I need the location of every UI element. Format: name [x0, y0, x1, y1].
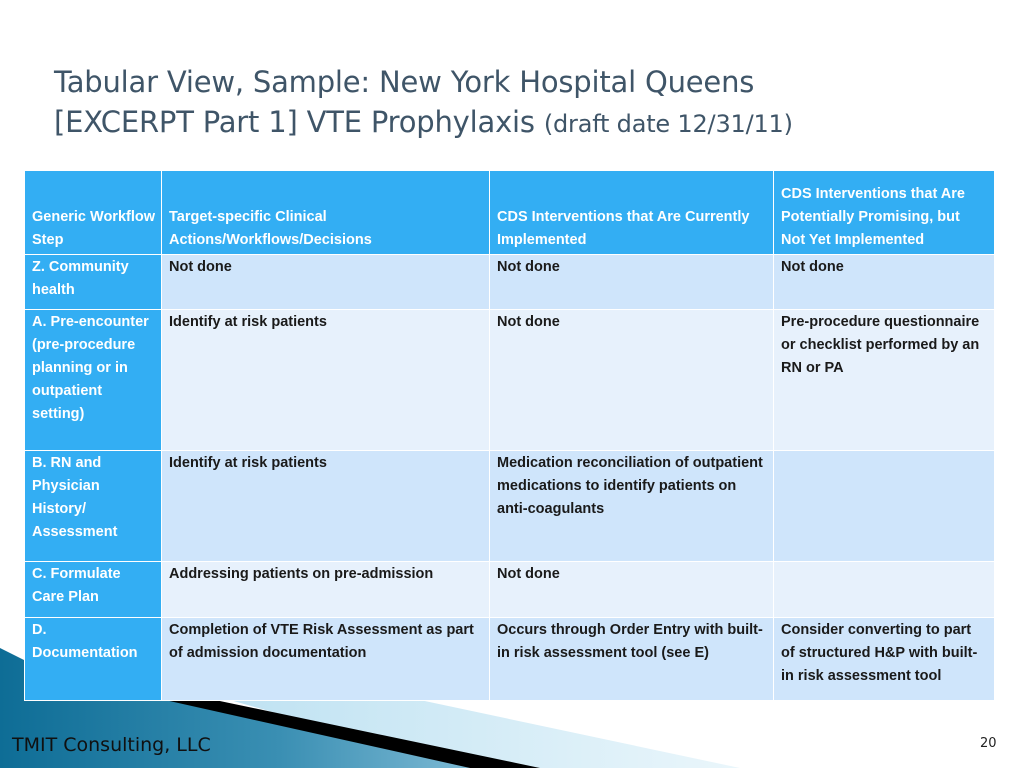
table-row [25, 618, 995, 701]
footer-company: TMIT Consulting, LLC [12, 734, 211, 756]
header-cds-promising: CDS Interventions that Are Potentially Promising, but Not Yet Implemented [774, 171, 995, 255]
row-actions: Identify at risk patients [162, 310, 490, 451]
table-row [25, 562, 995, 618]
table-row [25, 310, 995, 451]
row-actions: Completion of VTE Risk Assessment as part of admission documentation [162, 618, 490, 701]
row-current: Not done [490, 310, 774, 451]
row-current: Not done [490, 255, 774, 310]
vte-workflow-table [24, 170, 995, 701]
row-promising [774, 562, 995, 618]
row-promising: Pre-procedure questionnaire or checklist performed by an RN or PA [774, 310, 995, 451]
title-line-2 [54, 102, 994, 144]
row-step: D. Documentation [25, 618, 162, 701]
row-step: Z. Community health [25, 255, 162, 310]
table-row [25, 451, 995, 562]
row-promising: Consider converting to part of structured H&P with built-in risk assessment tool [774, 618, 995, 701]
row-actions: Addressing patients on pre-admission [162, 562, 490, 618]
page-title [54, 62, 994, 144]
header-target-actions: Target-specific Clinical Actions/Workflows/Decisions [162, 171, 490, 255]
title-line-1: Tabular View, Sample: New York Hospital Queens [54, 65, 755, 99]
header-cds-current: CDS Interventions that Are Currently Implemented [490, 171, 774, 255]
table-row [25, 255, 995, 310]
row-promising: Not done [774, 255, 995, 310]
table-header-row [25, 171, 995, 255]
row-step: B. RN and Physician History/ Assessment [25, 451, 162, 562]
row-promising [774, 451, 995, 562]
row-actions: Identify at risk patients [162, 451, 490, 562]
row-step: A. Pre-encounter (pre-procedure planning or in outpatient setting) [25, 310, 162, 451]
title-draft-date: (draft date 12/31/11) [543, 110, 793, 138]
row-step: C. Formulate Care Plan [25, 562, 162, 618]
row-current: Medication reconciliation of outpatient medications to identify patients on anti-coagulants [490, 451, 774, 562]
page-number: 20 [980, 736, 997, 751]
row-current: Not done [490, 562, 774, 618]
header-generic-workflow-step: Generic Workflow Step [25, 171, 162, 255]
row-actions: Not done [162, 255, 490, 310]
row-current: Occurs through Order Entry with built-in risk assessment tool (see E) [490, 618, 774, 701]
title-line-2-text: [EXCERPT Part 1] VTE Prophylaxis [54, 105, 544, 139]
